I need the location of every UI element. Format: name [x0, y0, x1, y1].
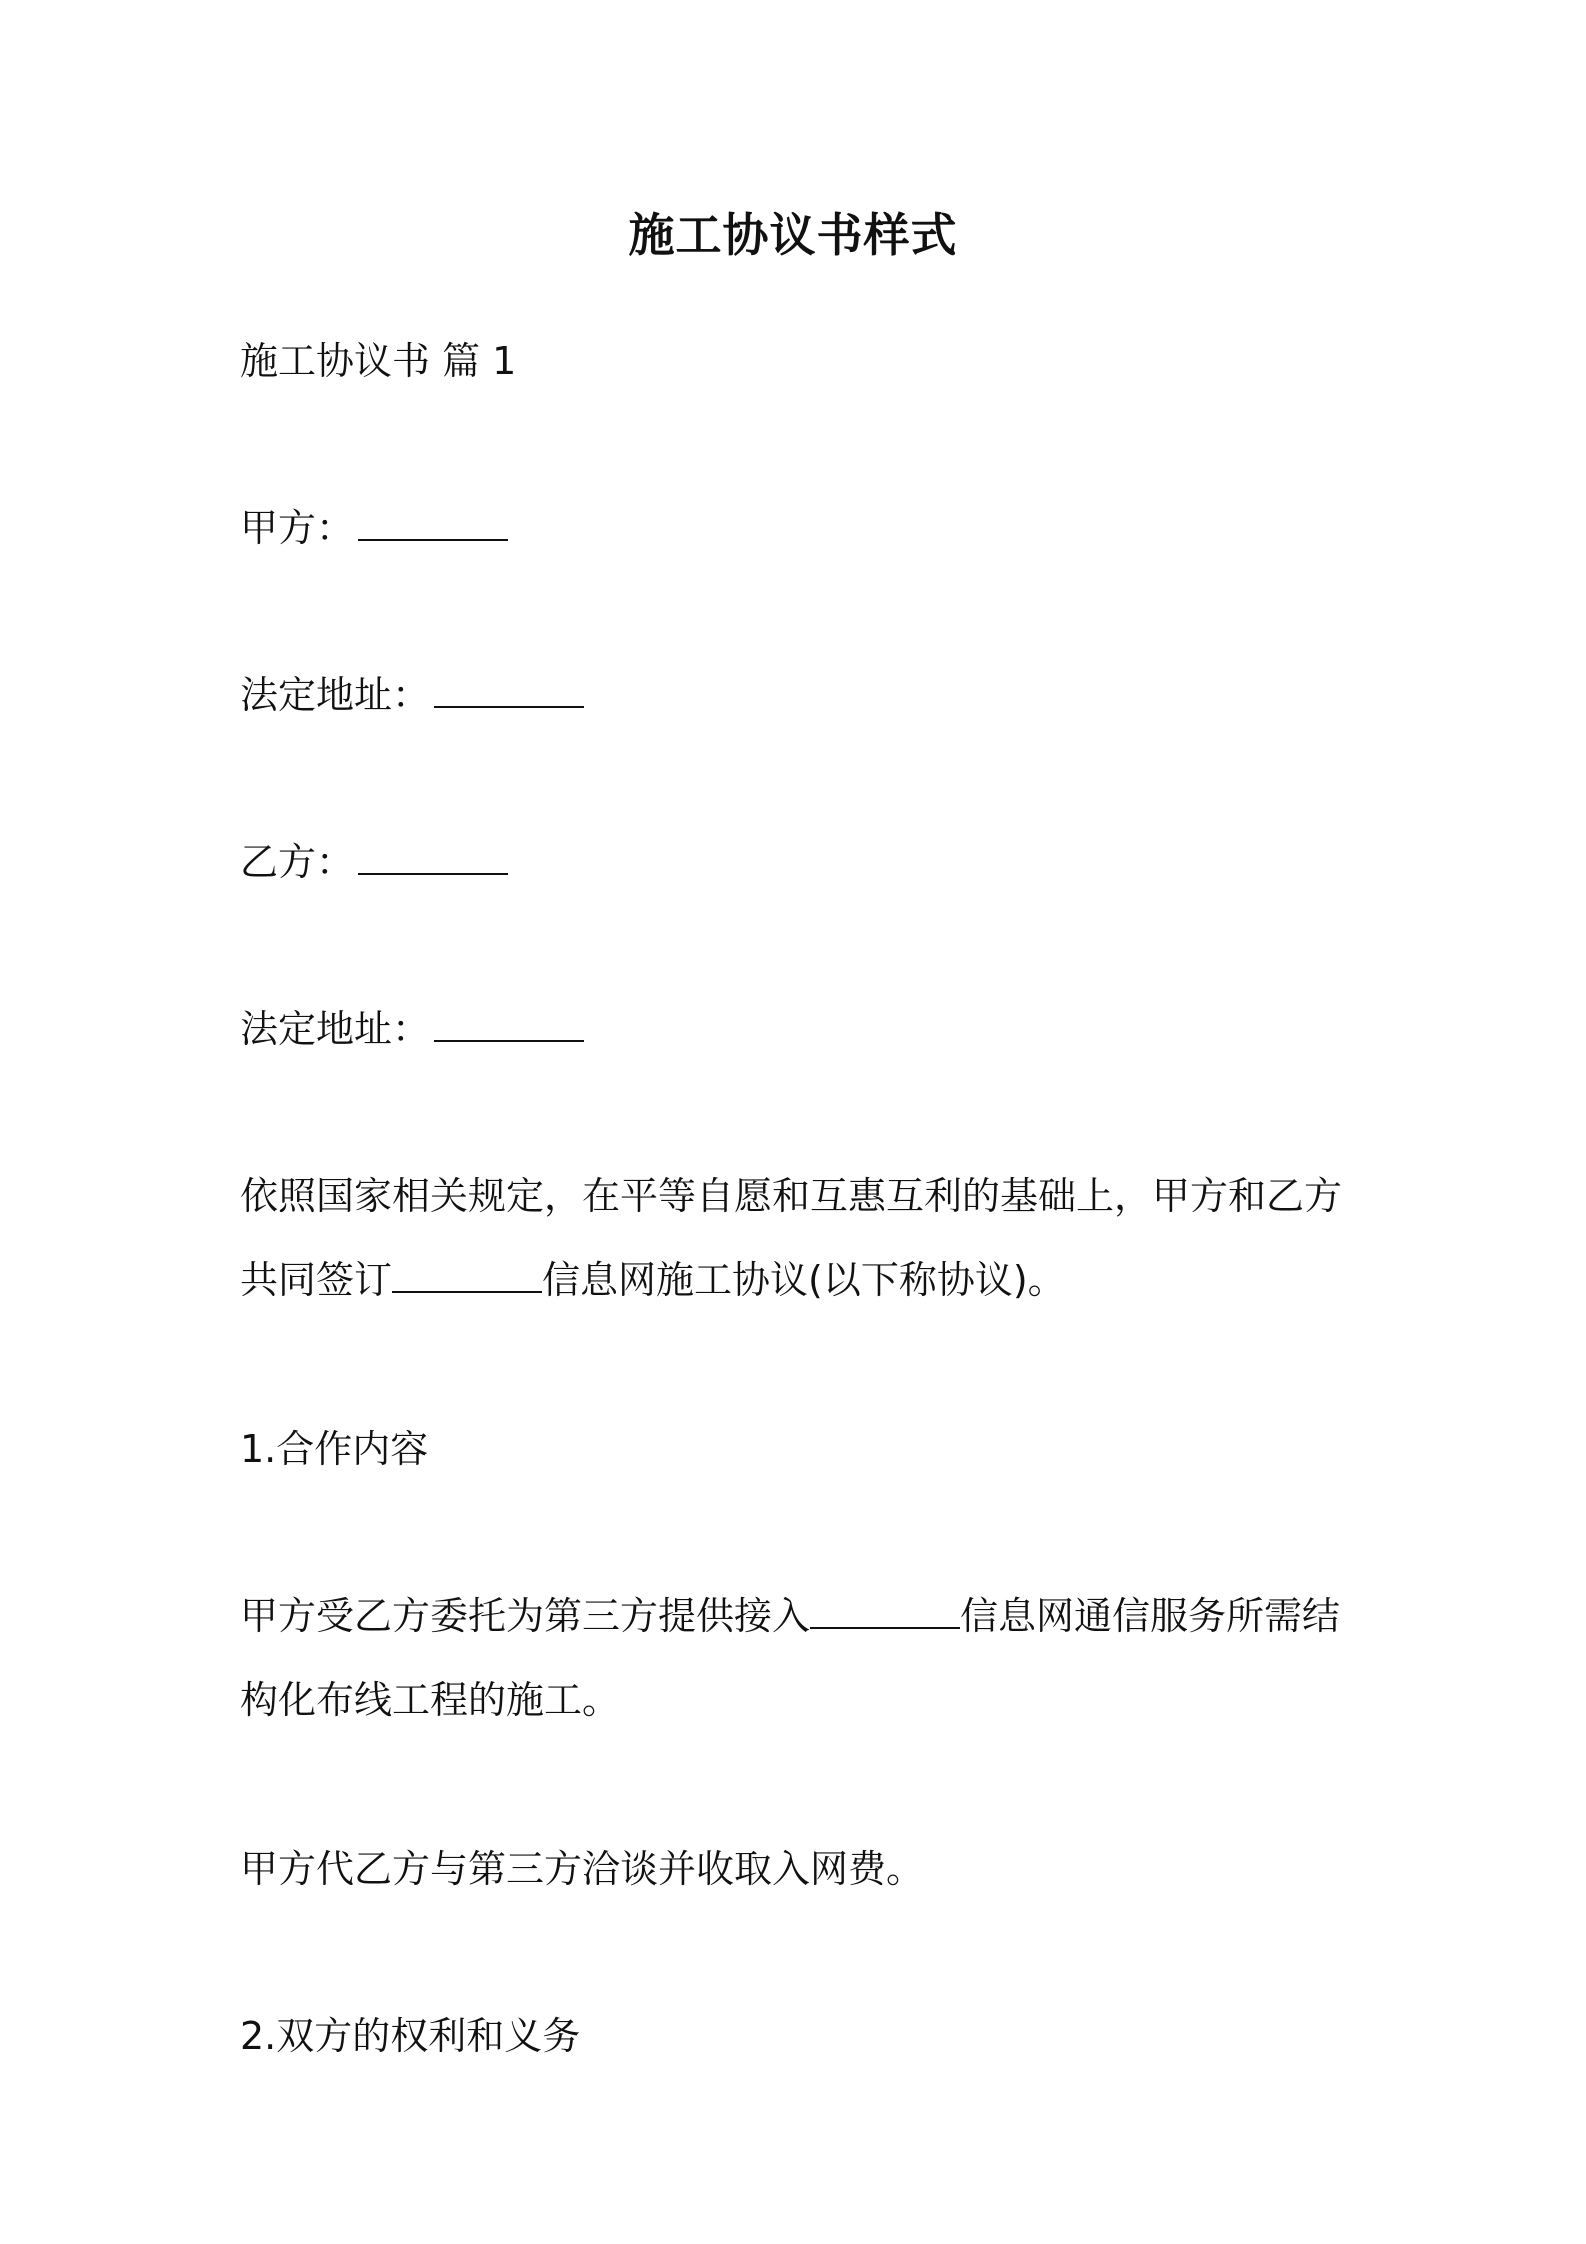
- section1-p1-part1: 甲方受乙方委托为第三方提供接入: [240, 1594, 811, 1638]
- party-a-line: [240, 486, 508, 570]
- section1-paragraph1: [240, 1574, 1360, 1742]
- party-a-address-blank: [434, 672, 584, 708]
- intro-blank: [392, 1257, 542, 1293]
- party-a-address-label: 法定地址：: [240, 673, 431, 717]
- party-b-line: [240, 820, 508, 904]
- intro-text-part2: 信息网施工协议(以下称协议)。: [542, 1258, 1066, 1302]
- party-b-address-blank: [434, 1006, 584, 1042]
- section2-title: 2.双方的权利和义务: [240, 2014, 581, 2058]
- section1-p1-part2: 信息网通信服务所需结构化布线工程的施工。: [240, 1594, 1341, 1722]
- intro-text-part1: 依照国家相关规定，在平等自愿和互惠互利的基础上，甲方和乙方共同签订: [240, 1174, 1343, 1302]
- document-title: 施工协议书样式: [628, 208, 958, 262]
- party-b-address-label: 法定地址：: [240, 1007, 431, 1051]
- agreement-heading: 施工协议书 篇 1: [240, 339, 517, 383]
- party-a-blank: [358, 505, 508, 541]
- party-a-label: 甲方：: [240, 506, 355, 550]
- party-a-address-line: [240, 653, 584, 737]
- party-b-label: 乙方：: [240, 840, 355, 884]
- party-b-address-line: [240, 987, 584, 1071]
- party-b-blank: [358, 839, 508, 875]
- section1-title: 1.合作内容: [240, 1427, 429, 1471]
- section1-p1-blank: [810, 1593, 960, 1629]
- intro-paragraph: [240, 1154, 1360, 1322]
- section1-paragraph2: 甲方代乙方与第三方洽谈并收取入网费。: [240, 1847, 925, 1891]
